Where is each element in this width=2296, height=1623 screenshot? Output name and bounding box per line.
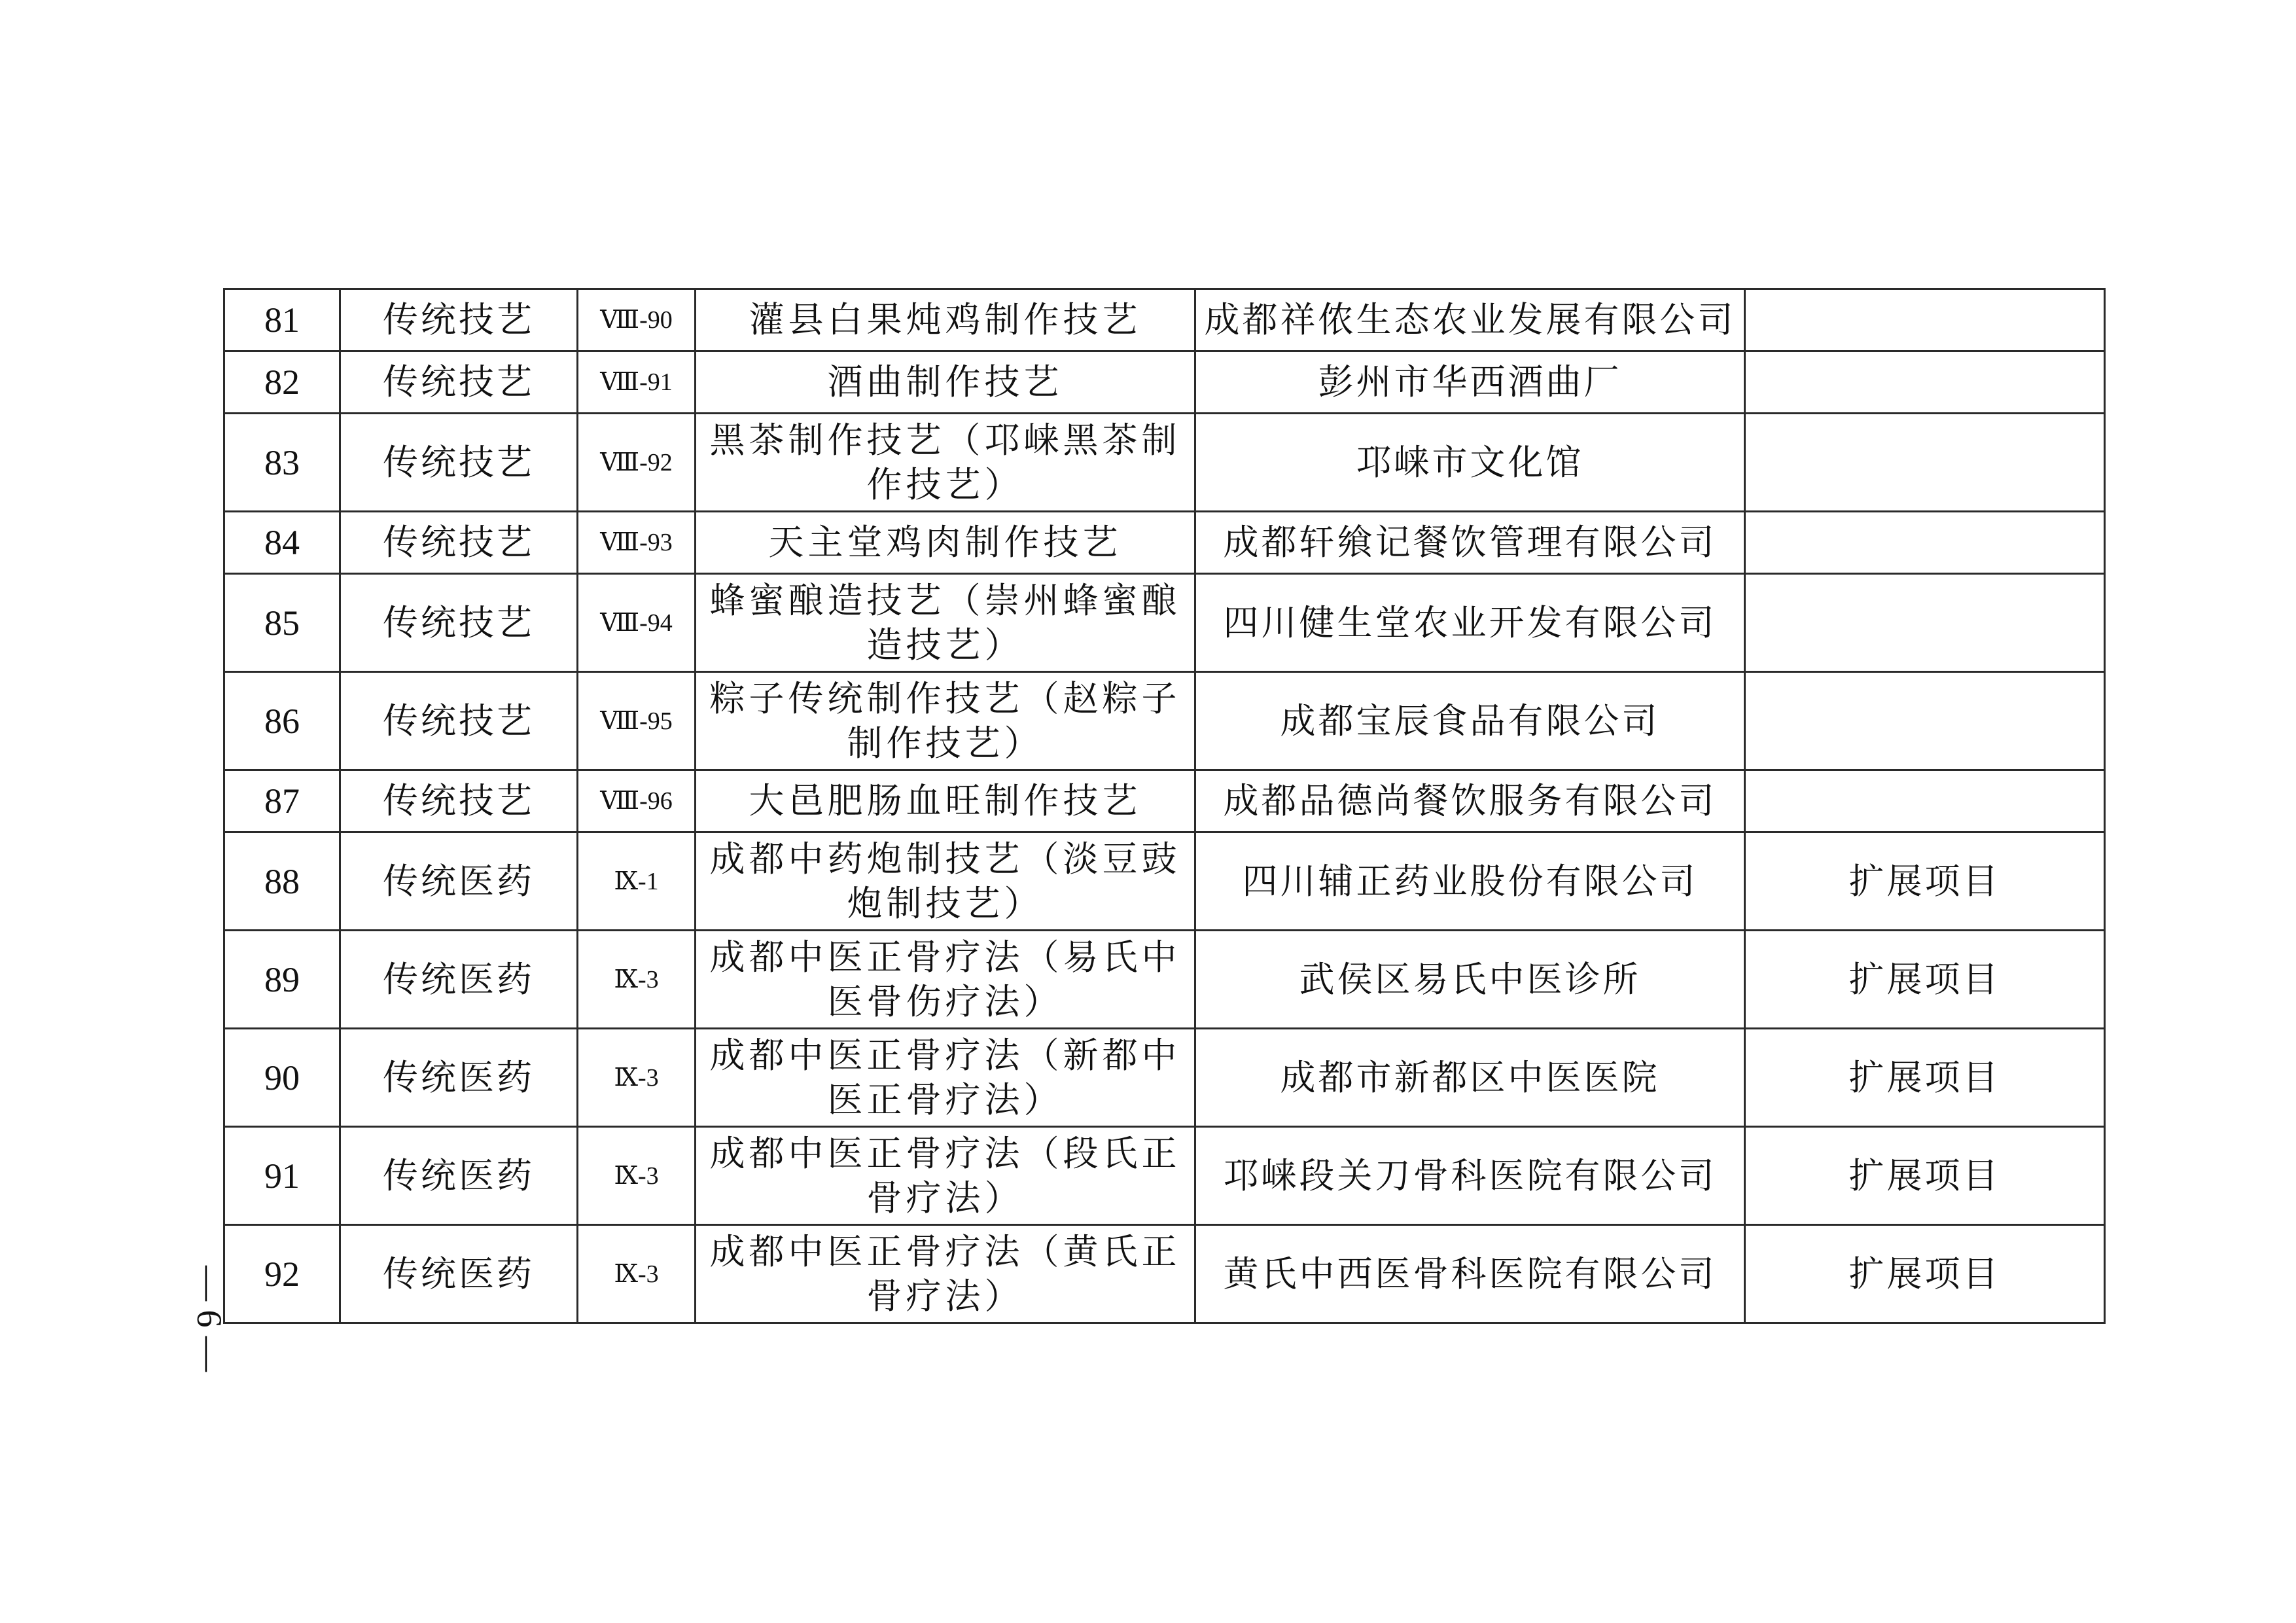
page-number-text: — 6 — bbox=[190, 1266, 229, 1372]
table-row bbox=[224, 1029, 2105, 1127]
page-number bbox=[180, 1243, 239, 1394]
cell-item-name: 成都中医正骨疗法（段氏正骨疗法） bbox=[696, 1127, 1195, 1225]
cell-code: Ⅷ-93 bbox=[578, 512, 696, 574]
cell-code: Ⅸ-3 bbox=[578, 1127, 696, 1225]
cell-protection-unit: 成都祥侬生态农业发展有限公司 bbox=[1195, 289, 1745, 351]
cell-note bbox=[1745, 672, 2105, 770]
heritage-list-table bbox=[223, 288, 2106, 1324]
cell-code: Ⅷ-95 bbox=[578, 672, 696, 770]
cell-number: 89 bbox=[224, 931, 340, 1029]
cell-code: Ⅸ-1 bbox=[578, 832, 696, 931]
cell-item-name: 成都中医正骨疗法（易氏中医骨伤疗法） bbox=[696, 931, 1195, 1029]
cell-number: 85 bbox=[224, 574, 340, 672]
cell-item-name: 粽子传统制作技艺（赵粽子制作技艺） bbox=[696, 672, 1195, 770]
cell-category: 传统技艺 bbox=[340, 351, 578, 414]
cell-item-name: 灌县白果炖鸡制作技艺 bbox=[696, 289, 1195, 351]
cell-note bbox=[1745, 289, 2105, 351]
cell-number: 81 bbox=[224, 289, 340, 351]
cell-note: 扩展项目 bbox=[1745, 1029, 2105, 1127]
table-row bbox=[224, 1127, 2105, 1225]
cell-note bbox=[1745, 414, 2105, 512]
table-row bbox=[224, 512, 2105, 574]
cell-category: 传统医药 bbox=[340, 1127, 578, 1225]
cell-category: 传统医药 bbox=[340, 832, 578, 931]
cell-category: 传统技艺 bbox=[340, 672, 578, 770]
cell-protection-unit: 成都宝辰食品有限公司 bbox=[1195, 672, 1745, 770]
cell-number: 91 bbox=[224, 1127, 340, 1225]
cell-code: Ⅷ-91 bbox=[578, 351, 696, 414]
cell-protection-unit: 四川健生堂农业开发有限公司 bbox=[1195, 574, 1745, 672]
cell-note: 扩展项目 bbox=[1745, 931, 2105, 1029]
cell-category: 传统医药 bbox=[340, 1029, 578, 1127]
cell-number: 87 bbox=[224, 770, 340, 832]
cell-category: 传统技艺 bbox=[340, 512, 578, 574]
cell-protection-unit: 黄氏中西医骨科医院有限公司 bbox=[1195, 1225, 1745, 1323]
cell-number: 83 bbox=[224, 414, 340, 512]
cell-item-name: 成都中药炮制技艺（淡豆豉炮制技艺） bbox=[696, 832, 1195, 931]
cell-item-name: 蜂蜜酿造技艺（崇州蜂蜜酿造技艺） bbox=[696, 574, 1195, 672]
table-body bbox=[224, 289, 2105, 1323]
table-row bbox=[224, 770, 2105, 832]
cell-category: 传统技艺 bbox=[340, 414, 578, 512]
cell-code: Ⅷ-96 bbox=[578, 770, 696, 832]
table-row bbox=[224, 351, 2105, 414]
cell-item-name: 黑茶制作技艺（邛崃黑茶制作技艺） bbox=[696, 414, 1195, 512]
cell-category: 传统医药 bbox=[340, 1225, 578, 1323]
table-row bbox=[224, 672, 2105, 770]
table-row bbox=[224, 931, 2105, 1029]
cell-code: Ⅷ-92 bbox=[578, 414, 696, 512]
cell-number: 82 bbox=[224, 351, 340, 414]
cell-note: 扩展项目 bbox=[1745, 1225, 2105, 1323]
cell-number: 84 bbox=[224, 512, 340, 574]
cell-item-name: 大邑肥肠血旺制作技艺 bbox=[696, 770, 1195, 832]
cell-note bbox=[1745, 574, 2105, 672]
cell-protection-unit: 四川辅正药业股份有限公司 bbox=[1195, 832, 1745, 931]
cell-item-name: 天主堂鸡肉制作技艺 bbox=[696, 512, 1195, 574]
cell-note: 扩展项目 bbox=[1745, 832, 2105, 931]
cell-number: 86 bbox=[224, 672, 340, 770]
cell-code: Ⅷ-90 bbox=[578, 289, 696, 351]
cell-note bbox=[1745, 770, 2105, 832]
cell-protection-unit: 邛崃市文化馆 bbox=[1195, 414, 1745, 512]
cell-code: Ⅷ-94 bbox=[578, 574, 696, 672]
cell-code: Ⅸ-3 bbox=[578, 1029, 696, 1127]
cell-category: 传统技艺 bbox=[340, 574, 578, 672]
cell-protection-unit: 成都轩飨记餐饮管理有限公司 bbox=[1195, 512, 1745, 574]
table-row bbox=[224, 289, 2105, 351]
cell-note bbox=[1745, 512, 2105, 574]
cell-code: Ⅸ-3 bbox=[578, 931, 696, 1029]
cell-note: 扩展项目 bbox=[1745, 1127, 2105, 1225]
cell-protection-unit: 成都市新都区中医医院 bbox=[1195, 1029, 1745, 1127]
table-row bbox=[224, 1225, 2105, 1323]
cell-item-name: 成都中医正骨疗法（新都中医正骨疗法） bbox=[696, 1029, 1195, 1127]
cell-number: 88 bbox=[224, 832, 340, 931]
cell-number: 90 bbox=[224, 1029, 340, 1127]
table-row bbox=[224, 832, 2105, 931]
table-row bbox=[224, 414, 2105, 512]
table-row bbox=[224, 574, 2105, 672]
cell-code: Ⅸ-3 bbox=[578, 1225, 696, 1323]
cell-category: 传统技艺 bbox=[340, 289, 578, 351]
cell-protection-unit: 彭州市华西酒曲厂 bbox=[1195, 351, 1745, 414]
cell-number: 92 bbox=[224, 1225, 340, 1323]
cell-category: 传统技艺 bbox=[340, 770, 578, 832]
cell-protection-unit: 武侯区易氏中医诊所 bbox=[1195, 931, 1745, 1029]
cell-item-name: 成都中医正骨疗法（黄氏正骨疗法） bbox=[696, 1225, 1195, 1323]
cell-item-name: 酒曲制作技艺 bbox=[696, 351, 1195, 414]
cell-protection-unit: 成都品德尚餐饮服务有限公司 bbox=[1195, 770, 1745, 832]
cell-note bbox=[1745, 351, 2105, 414]
cell-category: 传统医药 bbox=[340, 931, 578, 1029]
cell-protection-unit: 邛崃段关刀骨科医院有限公司 bbox=[1195, 1127, 1745, 1225]
